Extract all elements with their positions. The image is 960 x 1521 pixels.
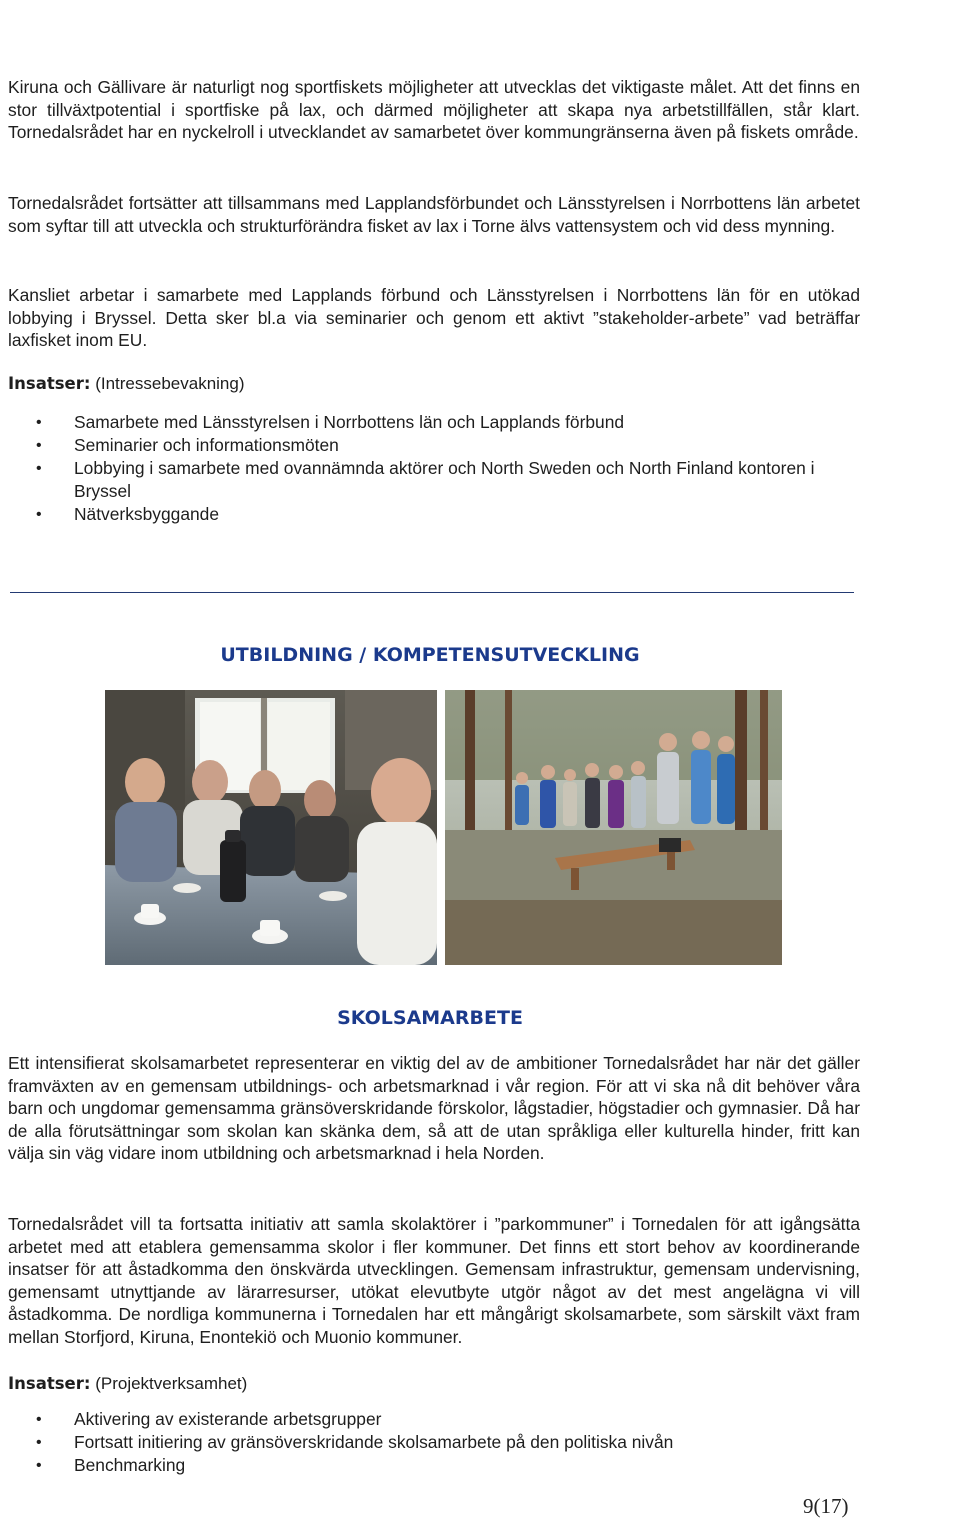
list-item: • Fortsatt initiering av gränsöverskridande skolsamarbete på den politiska nivån	[36, 1431, 866, 1454]
page-number: 9(17)	[803, 1494, 849, 1518]
insatser-label-sub: (Intressebevakning)	[90, 374, 245, 393]
section-heading-skolsamarbete: SKOLSAMARBETE	[337, 1007, 523, 1029]
list-item: • Nätverksbyggande	[36, 503, 866, 526]
list-item: • Aktivering av existerande arbetsgrupper	[36, 1408, 866, 1431]
insatser-label-2	[8, 1373, 247, 1395]
insatser-list-2	[36, 1408, 866, 1477]
list-item: • Samarbete med Länsstyrelsen i Norrbottens län och Lapplands förbund	[36, 411, 866, 434]
section-heading-utbildning: UTBILDNING / KOMPETENSUTVECKLING	[220, 644, 640, 666]
intro-paragraph-2: Tornedalsrådet fortsätter att tillsammans med Lapplandsförbundet och Länsstyrelsen i Norrbottens län arbetet som syftar till att utveckla och strukturförändra fisket av lax i Torne älvs vattensystem och vid dess mynning.	[8, 193, 860, 236]
intro-paragraph-3: Kansliet arbetar i samarbete med Lapplands förbund och Länsstyrelsen i Norrbottens län för en utökad lobbying i Bryssel. Detta sker bl.a via seminarier och genom ett aktivt ”stakeholder-arbete” vad beträffar laxfisket inom EU.	[8, 285, 860, 350]
skol-paragraph-1: Ett intensifierat skolsamarbetet representerar en viktig del av de ambitioner Tornedalsrådet har när det gäller framväxten av en gemensam utbildnings- och arbetsmarknad i vår region. För att vi ska nå dit behöver våra barn och ungdomar gemensamma gränsöverskridande förskolor, lågstadier, högstadier och gymnasier. Då har de alla förutsättningar som skolan kan skänka dem, så att de utan språkliga eller kulturella hinder, fritt kan välja sin väg vidare inom utbildning och arbetsmarknad i hela Norden.	[8, 1053, 860, 1163]
intro-paragraph-1: Kiruna och Gällivare är naturligt nog sportfiskets möjligheter att utvecklas det viktigaste målet. Att det finns en stor tillväxtpotential i sportfiske på lax, och därmed möjligheter att skapa nya arbetstillfällen, står klart. Tornedalsrådet har en nyckelroll i utvecklandet av samarbetet över kommungränserna även på fiskets område.	[8, 77, 860, 142]
photo-outdoor-group	[445, 690, 782, 965]
skol-paragraph-2: Tornedalsrådet vill ta fortsatta initiativ att samla skolaktörer i ”parkommuner” i Tornedalen för att igångsätta arbetet med att etablera gemensamma skolor i fler kommuner. Det finns ett stort behov av koordinerande insatser för att åstadkomma den önskvärda utvecklingen. Gemensam infrastruktur, gemensam undervisning, gemensamt utnyttjande av lärarresurser, utökat elevutbyte utgör något av det mest angelägna vi vill åstadkomma. De nordliga kommunerna i Tornedalen har ett mångårigt skolsamarbete, som särskilt växt fram mellan Storfjord, Kiruna, Enontekiö och Muonio kommuner.	[8, 1214, 860, 1347]
list-item: • Seminarier och informationsmöten	[36, 434, 866, 457]
insatser-list-1	[36, 411, 866, 526]
insatser-label-1	[8, 373, 245, 395]
list-item: • Lobbying i samarbete med ovannämnda aktörer och North Sweden och North Finland kontoren i Bryssel	[36, 457, 866, 503]
insatser-label-bold: Insatser:	[8, 374, 91, 393]
photo-meeting	[105, 690, 437, 965]
insatser-label-sub: (Projektverksamhet)	[90, 1374, 248, 1393]
list-item: • Benchmarking	[36, 1454, 866, 1477]
section-divider	[10, 592, 854, 593]
insatser-label-bold: Insatser:	[8, 1374, 91, 1393]
